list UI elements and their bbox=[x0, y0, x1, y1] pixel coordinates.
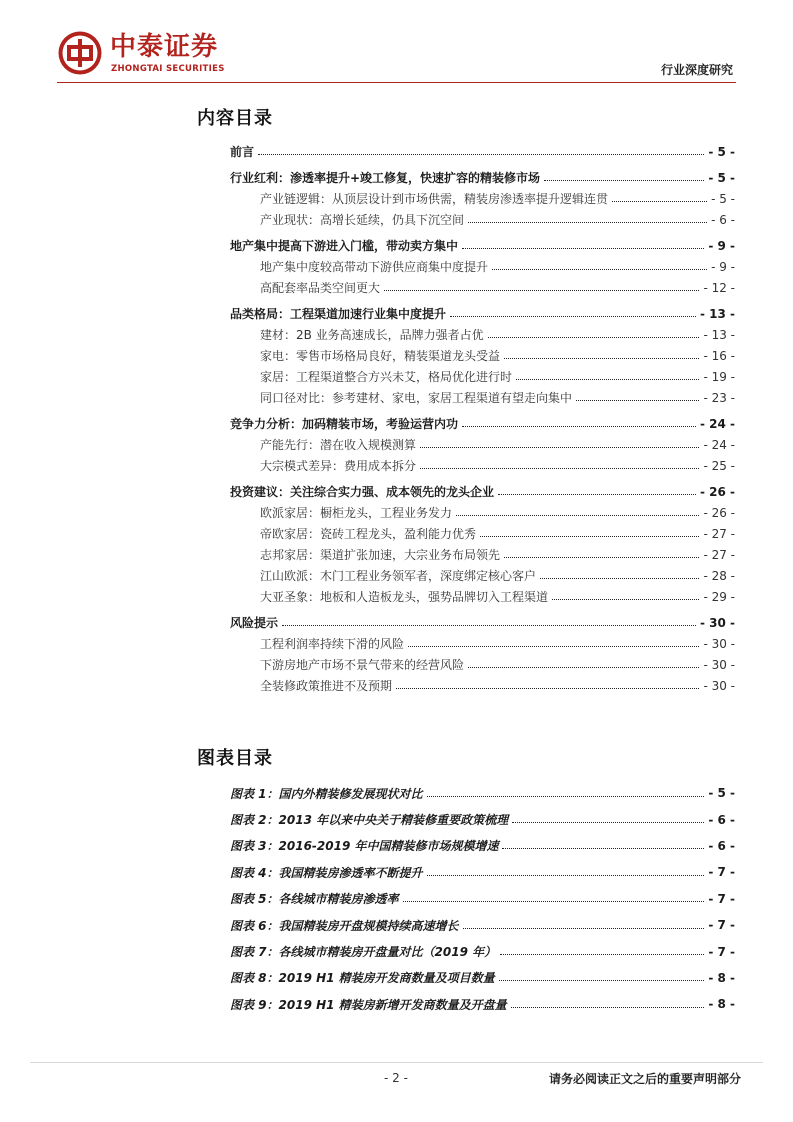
toc-entry-text: 帝欧家居：瓷砖工程龙头，盈利能力优秀 bbox=[260, 527, 477, 541]
figure-entry-page: - 7 - bbox=[708, 944, 735, 959]
toc-entry-page: - 30 - bbox=[703, 657, 735, 672]
toc-entry-text: 同口径对比：参考建材、家电，家居工程渠道有望走向集中 bbox=[260, 391, 573, 405]
dot-leader bbox=[612, 201, 707, 202]
toc-entry-page: - 28 - bbox=[703, 568, 735, 583]
figure-entry[interactable] bbox=[230, 806, 735, 832]
figure-entry-text: 图表 3：2016-2019 年中国精装修市场规模增速 bbox=[230, 839, 499, 854]
toc-entry-text: 下游房地产市场不景气带来的经营风险 bbox=[260, 658, 465, 672]
figure-entry-page: - 8 - bbox=[708, 970, 735, 985]
dot-leader bbox=[516, 379, 699, 380]
toc-entry-text: 家电：零售市场格局良好，精装渠道龙头受益 bbox=[260, 349, 501, 363]
toc-entry-page: - 23 - bbox=[703, 390, 735, 405]
toc-entry-text: 志邦家居：渠道扩张加速，大宗业务布局领先 bbox=[260, 548, 501, 562]
dot-leader bbox=[511, 1007, 705, 1008]
toc-entry-text: 前言 bbox=[230, 145, 255, 159]
toc-entry-page: - 12 - bbox=[703, 280, 735, 295]
toc-entry-text: 地产集中提高下游进入门槛，带动卖方集中 bbox=[230, 239, 459, 253]
dot-leader bbox=[480, 536, 699, 537]
dot-leader bbox=[499, 980, 705, 981]
toc-entry[interactable] bbox=[230, 277, 735, 298]
figure-entry[interactable] bbox=[230, 833, 735, 859]
dot-leader bbox=[540, 578, 699, 579]
toc-entry[interactable] bbox=[230, 675, 735, 696]
dot-leader bbox=[463, 928, 705, 929]
dot-leader bbox=[544, 180, 704, 181]
toc-entry[interactable] bbox=[230, 455, 735, 476]
figure-entry-page: - 7 - bbox=[708, 891, 735, 906]
figure-entry-page: - 7 - bbox=[708, 918, 735, 933]
company-name-en: ZHONGTAI SECURITIES bbox=[111, 64, 225, 74]
toc-entry-page: - 6 - bbox=[711, 212, 735, 227]
toc-entry[interactable] bbox=[230, 235, 735, 256]
dot-leader bbox=[384, 290, 699, 291]
figure-entry-text: 图表 5：各线城市精装房渗透率 bbox=[230, 892, 399, 907]
dot-leader bbox=[512, 822, 704, 823]
toc-entry[interactable] bbox=[230, 434, 735, 455]
figure-entry[interactable] bbox=[230, 938, 735, 964]
toc-entry-text: 高配套率品类空间更大 bbox=[260, 281, 381, 295]
report-type: 行业深度研究 bbox=[660, 63, 733, 77]
dot-leader bbox=[502, 848, 704, 849]
toc-entry[interactable] bbox=[230, 167, 735, 188]
dot-leader bbox=[462, 248, 704, 249]
dot-leader bbox=[488, 337, 700, 338]
dot-leader bbox=[420, 447, 699, 448]
toc-title: 内容目录 bbox=[197, 108, 273, 129]
toc-entry-text: 建材：2B 业务高速成长，品牌力强者占优 bbox=[260, 328, 484, 342]
toc-entry[interactable] bbox=[230, 544, 735, 565]
toc-entry-text: 地产集中度较高带动下游供应商集中度提升 bbox=[260, 260, 489, 274]
figure-entry[interactable] bbox=[230, 780, 735, 806]
company-logo-icon bbox=[57, 30, 103, 76]
toc-entry-text: 品类格局：工程渠道加速行业集中度提升 bbox=[230, 307, 447, 321]
header-divider bbox=[57, 82, 736, 83]
toc-entry-page: - 24 - bbox=[699, 416, 735, 431]
dot-leader bbox=[258, 154, 704, 155]
toc-entry[interactable] bbox=[230, 523, 735, 544]
toc-entry-page: - 9 - bbox=[708, 238, 735, 253]
toc-entry-text: 产业现状：高增长延续，仍具下沉空间 bbox=[260, 213, 465, 227]
toc-entry-text: 工程利润率持续下滑的风险 bbox=[260, 637, 405, 651]
toc-entry-page: - 26 - bbox=[703, 505, 735, 520]
toc-entry-page: - 30 - bbox=[703, 636, 735, 651]
figure-entry-text: 图表 2：2013 年以来中央关于精装修重要政策梳理 bbox=[230, 813, 509, 828]
toc-entry-page: - 29 - bbox=[703, 589, 735, 604]
figure-entry-page: - 8 - bbox=[708, 997, 735, 1012]
toc-entry-text: 产能先行：潜在收入规模测算 bbox=[260, 438, 417, 452]
toc-entry-page: - 13 - bbox=[699, 306, 735, 321]
dot-leader bbox=[492, 269, 707, 270]
dot-leader bbox=[552, 599, 699, 600]
toc-list bbox=[230, 141, 735, 696]
toc-entry-page: - 5 - bbox=[708, 170, 735, 185]
dot-leader bbox=[420, 468, 699, 469]
dot-leader bbox=[468, 222, 707, 223]
toc-entry-text: 大宗模式差异：费用成本拆分 bbox=[260, 459, 417, 473]
page-number: - 2 - bbox=[384, 1071, 408, 1085]
toc-entry[interactable] bbox=[230, 654, 735, 675]
toc-entry[interactable] bbox=[230, 324, 735, 345]
toc-entry[interactable] bbox=[230, 481, 735, 502]
toc-entry[interactable] bbox=[230, 141, 735, 162]
company-name-cn: 中泰证券 bbox=[110, 32, 219, 62]
figure-entry-text: 图表 7：各线城市精装房开盘量对比（2019 年） bbox=[230, 945, 497, 960]
toc-entry-page: - 13 - bbox=[703, 327, 735, 342]
dot-leader bbox=[504, 358, 699, 359]
toc-entry-text: 投资建议：关注综合实力强、成本领先的龙头企业 bbox=[230, 485, 495, 499]
dot-leader bbox=[456, 515, 699, 516]
toc-entry[interactable] bbox=[230, 633, 735, 654]
toc-entry-text: 产业链逻辑：从顶层设计到市场供需，精装房渗透率提升逻辑连贯 bbox=[260, 192, 609, 206]
dot-leader bbox=[427, 875, 705, 876]
dot-leader bbox=[450, 316, 696, 317]
dot-leader bbox=[462, 426, 696, 427]
figure-entry[interactable] bbox=[230, 912, 735, 938]
figure-entry[interactable] bbox=[230, 886, 735, 912]
toc-entry[interactable] bbox=[230, 387, 735, 408]
figure-entry-page: - 7 - bbox=[708, 865, 735, 880]
figure-entry-text: 图表 9：2019 H1 精装房新增开发商数量及开盘量 bbox=[230, 997, 507, 1012]
toc-entry[interactable] bbox=[230, 188, 735, 209]
toc-entry-page: - 30 - bbox=[703, 678, 735, 693]
toc-entry[interactable] bbox=[230, 256, 735, 277]
toc-entry-text: 大亚圣象：地板和人造板龙头，强势品牌切入工程渠道 bbox=[260, 590, 549, 604]
dot-leader bbox=[282, 625, 696, 626]
toc-entry[interactable] bbox=[230, 502, 735, 523]
toc-entry-page: - 27 - bbox=[703, 547, 735, 562]
toc-entry[interactable] bbox=[230, 366, 735, 387]
figure-entry[interactable] bbox=[230, 991, 735, 1017]
toc-entry-text: 风险提示 bbox=[230, 616, 279, 630]
toc-entry-page: - 27 - bbox=[703, 526, 735, 541]
toc-entry-text: 全装修政策推进不及预期 bbox=[260, 679, 393, 693]
toc-entry[interactable] bbox=[230, 586, 735, 607]
toc-entry-page: - 19 - bbox=[703, 369, 735, 384]
toc-entry-page: - 5 - bbox=[708, 144, 735, 159]
dot-leader bbox=[504, 557, 699, 558]
figure-entry[interactable] bbox=[230, 965, 735, 991]
dot-leader bbox=[403, 901, 705, 902]
figure-entry-page: - 6 - bbox=[708, 812, 735, 827]
figure-entry-page: - 5 - bbox=[708, 786, 735, 801]
dot-leader bbox=[576, 400, 699, 401]
toc-entry[interactable] bbox=[230, 209, 735, 230]
toc-entry-page: - 9 - bbox=[711, 259, 735, 274]
toc-entry-text: 行业红利：渗透率提升+竣工修复，快速扩容的精装修市场 bbox=[230, 171, 541, 185]
toc-entry[interactable] bbox=[230, 303, 735, 324]
toc-entry-page: - 5 - bbox=[711, 191, 735, 206]
dot-leader bbox=[498, 494, 696, 495]
figure-entry[interactable] bbox=[230, 859, 735, 885]
figure-entry-text: 图表 8：2019 H1 精装房开发商数量及项目数量 bbox=[230, 971, 495, 986]
toc-entry-text: 江山欧派：木门工程业务领军者，深度绑定核心客户 bbox=[260, 569, 537, 583]
toc-entry-page: - 25 - bbox=[703, 458, 735, 473]
dot-leader bbox=[408, 646, 699, 647]
toc-entry[interactable] bbox=[230, 565, 735, 586]
dot-leader bbox=[396, 688, 699, 689]
figure-entry-page: - 6 - bbox=[708, 838, 735, 853]
footer-divider bbox=[30, 1062, 763, 1063]
toc-entry-text: 家居：工程渠道整合方兴未艾，格局优化进行时 bbox=[260, 370, 513, 384]
toc-entry[interactable] bbox=[230, 612, 735, 633]
toc-entry-text: 欧派家居：橱柜龙头，工程业务发力 bbox=[260, 506, 453, 520]
toc-entry-page: - 24 - bbox=[703, 437, 735, 452]
disclaimer: 请务必阅读正文之后的重要声明部分 bbox=[548, 1072, 741, 1086]
dot-leader bbox=[427, 796, 705, 797]
toc-entry-text: 竞争力分析：加码精装市场，考验运营内功 bbox=[230, 417, 459, 431]
toc-entry[interactable] bbox=[230, 345, 735, 366]
figure-entry-text: 图表 4：我国精装房渗透率不断提升 bbox=[230, 865, 423, 880]
figures-list bbox=[230, 780, 735, 1018]
figure-entry-text: 图表 6：我国精装房开盘规模持续高速增长 bbox=[230, 918, 459, 933]
dot-leader bbox=[500, 954, 704, 955]
company-logo bbox=[57, 30, 247, 80]
toc-entry-page: - 16 - bbox=[703, 348, 735, 363]
toc-entry-page: - 30 - bbox=[699, 615, 735, 630]
figure-entry-text: 图表 1：国内外精装修发展现状对比 bbox=[230, 786, 423, 801]
toc-entry-page: - 26 - bbox=[699, 484, 735, 499]
toc-entry[interactable] bbox=[230, 413, 735, 434]
dot-leader bbox=[468, 667, 699, 668]
figures-title: 图表目录 bbox=[197, 748, 273, 769]
